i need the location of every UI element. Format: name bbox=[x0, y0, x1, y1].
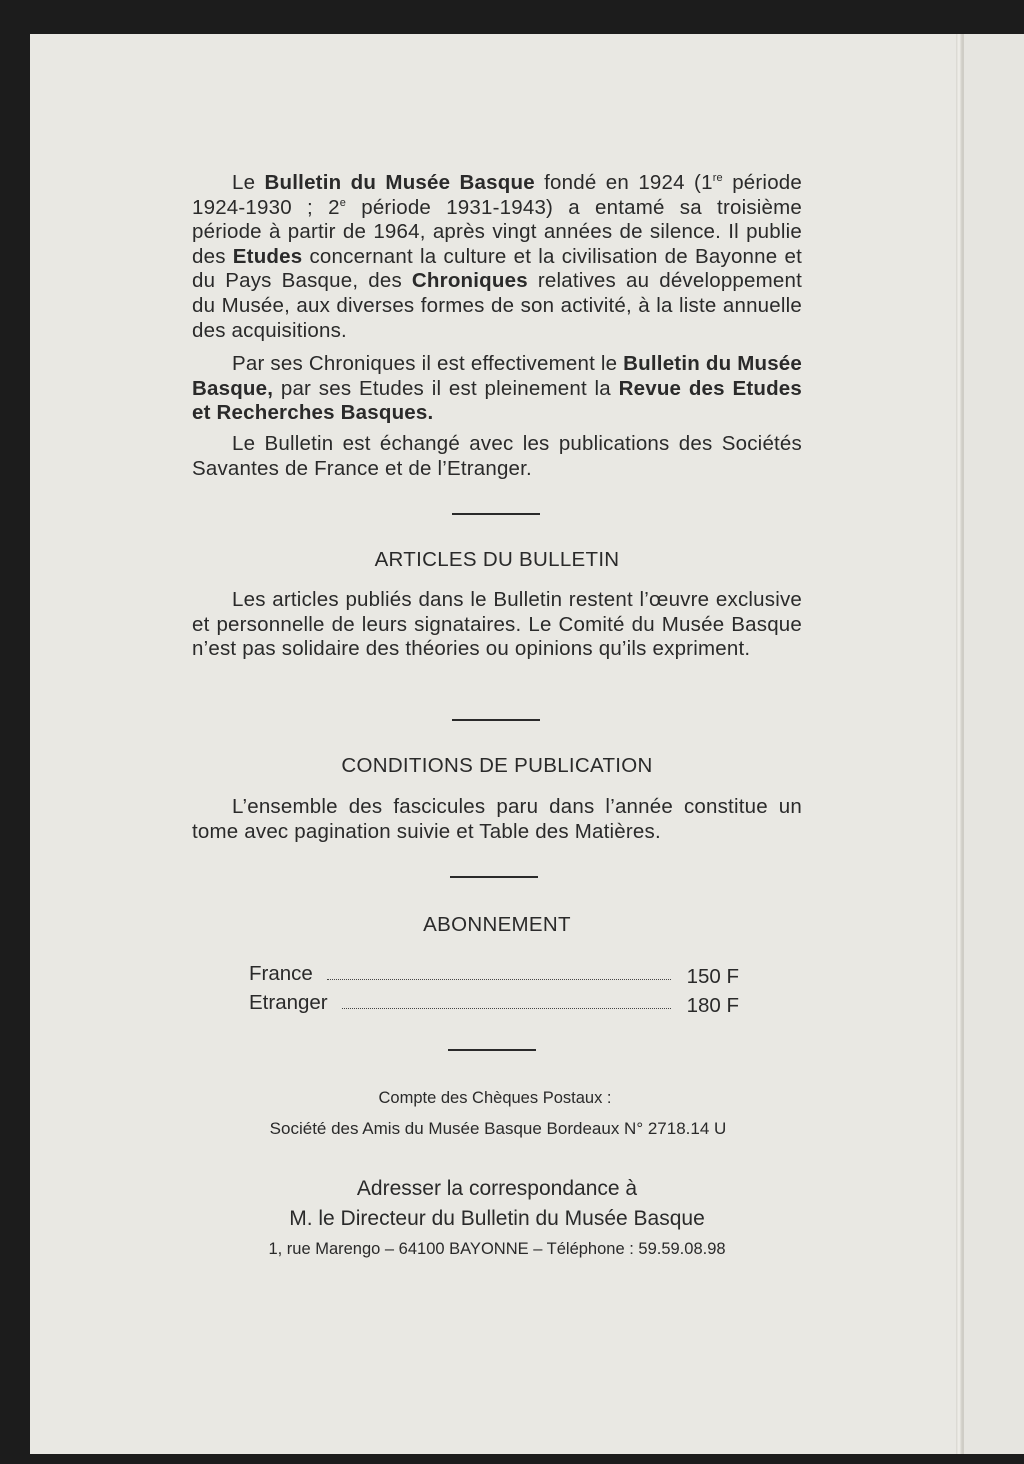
postal-account-label: Compte des Chèques Postaux : bbox=[378, 1089, 612, 1107]
dot-leader bbox=[327, 979, 671, 980]
articles-paragraph: Les articles publiés dans le Bulletin restent l’œuvre exclusive et personnelle de leurs signataires. Le Comité du Musée Basque n’est pas solidaire des théories ou opinions qu’ils expriment. bbox=[192, 588, 802, 661]
book-spine bbox=[956, 34, 962, 1454]
price-row-france bbox=[249, 962, 739, 988]
price-label: France bbox=[249, 962, 313, 985]
intro-paragraph-3: Le Bulletin est échangé avec les publications des Sociétés Savantes de France et de l’Etranger. bbox=[192, 432, 802, 480]
articles-heading: ARTICLES DU BULLETIN bbox=[374, 548, 620, 571]
intro-paragraph-1: Le Bulletin du Musée Basque fondé en 1924 (1re période 1924-1930 ; 2e période 1931-1943) a entamé sa troisième période à partir de 1964, après vingt années de silence. Il publie des Etudes concernant la culture et la civilisation de Bayonne et du Pays Basque, des Chroniques relatives au développement du Musée, aux diverses formes de son activité, à la liste annuelle des acquisitions. bbox=[192, 171, 803, 342]
price-value: 150 F bbox=[686, 965, 739, 988]
intro-paragraph-2: Par ses Chroniques il est effectivement le Bulletin du Musée Basque, par ses Etudes il est pleinement la Revue des Etudes et Recherches Basques. bbox=[192, 352, 803, 425]
conditions-paragraph: L’ensemble des fascicules paru dans l’année constitue un tome avec pagination suivie et Table des Matières. bbox=[192, 795, 802, 843]
dot-leader bbox=[342, 1008, 671, 1009]
conditions-heading: CONDITIONS DE PUBLICATION bbox=[341, 754, 653, 777]
address-recipient: M. le Directeur du Bulletin du Musée Basque bbox=[289, 1207, 705, 1230]
facing-page-edge bbox=[962, 34, 1024, 1454]
price-value: 180 F bbox=[686, 994, 739, 1017]
section-divider bbox=[448, 1049, 536, 1051]
section-divider bbox=[452, 513, 540, 515]
address-intro: Adresser la correspondance à bbox=[356, 1177, 638, 1200]
abonnement-heading: ABONNEMENT bbox=[423, 913, 571, 936]
section-divider bbox=[450, 876, 538, 878]
postal-account-number: Société des Amis du Musée Basque Bordeaux N° 2718.14 U bbox=[269, 1119, 727, 1138]
section-divider bbox=[452, 719, 540, 721]
address-street-phone: 1, rue Marengo – 64100 BAYONNE – Téléphone : 59.59.08.98 bbox=[268, 1240, 726, 1258]
price-row-etranger bbox=[249, 991, 739, 1017]
price-label: Etranger bbox=[249, 991, 328, 1014]
